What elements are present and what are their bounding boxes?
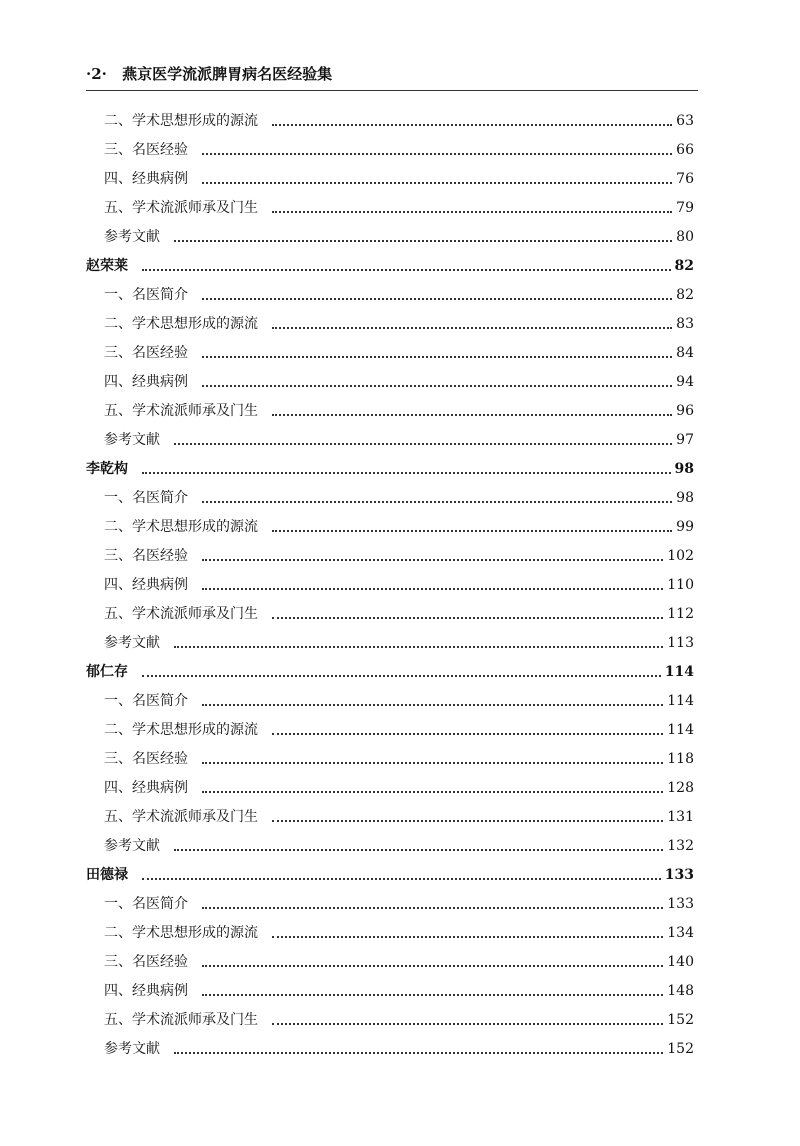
toc-entry-page-number: 82 — [676, 287, 694, 303]
dot-leader — [142, 878, 661, 880]
toc-entry-title: 赵荣莱 — [86, 258, 128, 274]
dot-leader — [202, 994, 663, 996]
dot-leader — [272, 124, 672, 126]
toc-entry-page-number: 133 — [664, 867, 694, 883]
dot-leader — [174, 240, 672, 242]
toc-entry-title: 郁仁存 — [86, 664, 128, 680]
toc-section-entry[interactable] — [86, 542, 694, 571]
toc-entry-page-number: 140 — [667, 954, 694, 970]
dot-leader — [202, 762, 663, 764]
toc-section-entry[interactable] — [86, 571, 694, 600]
toc-entry-page-number: 152 — [667, 1012, 694, 1028]
toc-entry-page-number: 114 — [667, 722, 694, 738]
toc-entry-title: 四、经典病例 — [104, 374, 188, 390]
header-rule — [86, 90, 698, 91]
dot-leader — [174, 849, 663, 851]
toc-entry-page-number: 99 — [676, 519, 694, 535]
dot-leader — [202, 385, 672, 387]
toc-entry-title: 二、学术思想形成的源流 — [104, 925, 258, 941]
dot-leader — [202, 356, 672, 358]
toc-entry-page-number: 131 — [667, 809, 694, 825]
toc-entry-title: 一、名医简介 — [104, 693, 188, 709]
toc-entry-page-number: 110 — [667, 577, 694, 593]
toc-entry-page-number: 66 — [676, 142, 694, 158]
toc-chapter-entry[interactable] — [86, 658, 694, 687]
header-book-title: 燕京医学流派脾胃病名医经验集 — [122, 65, 333, 83]
toc-section-entry[interactable] — [86, 948, 694, 977]
toc-section-entry[interactable] — [86, 745, 694, 774]
toc-entry-page-number: 118 — [667, 751, 694, 767]
dot-leader — [272, 617, 663, 619]
toc-section-entry[interactable] — [86, 1035, 694, 1064]
toc-entry-page-number: 112 — [667, 606, 694, 622]
toc-entry-page-number: 79 — [676, 200, 694, 216]
toc-entry-page-number: 152 — [667, 1041, 694, 1057]
dot-leader — [202, 704, 663, 706]
toc-entry-page-number: 98 — [676, 490, 694, 506]
toc-entry-title: 四、经典病例 — [104, 577, 188, 593]
dot-leader — [142, 675, 661, 677]
toc-entry-title: 二、学术思想形成的源流 — [104, 722, 258, 738]
toc-entry-title: 参考文献 — [104, 838, 160, 854]
toc-entry-title: 李乾构 — [86, 461, 128, 477]
toc-entry-page-number: 114 — [667, 693, 694, 709]
toc-entry-title: 二、学术思想形成的源流 — [104, 519, 258, 535]
toc-section-entry[interactable] — [86, 310, 694, 339]
toc-entry-title: 五、学术流派师承及门生 — [104, 606, 258, 622]
toc-entry-title: 五、学术流派师承及门生 — [104, 1012, 258, 1028]
toc-entry-title: 参考文献 — [104, 635, 160, 651]
toc-section-entry[interactable] — [86, 397, 694, 426]
toc-entry-title: 五、学术流派师承及门生 — [104, 403, 258, 419]
dot-leader — [174, 1052, 663, 1054]
toc-section-entry[interactable] — [86, 919, 694, 948]
toc-entry-page-number: 63 — [676, 113, 694, 129]
toc-entry-title: 二、学术思想形成的源流 — [104, 316, 258, 332]
toc-entry-title: 五、学术流派师承及门生 — [104, 200, 258, 216]
dot-leader — [202, 298, 672, 300]
dot-leader — [142, 269, 671, 271]
toc-section-entry[interactable] — [86, 1006, 694, 1035]
dot-leader — [272, 414, 672, 416]
dot-leader — [202, 559, 663, 561]
dot-leader — [202, 153, 672, 155]
toc-entry-title: 三、名医经验 — [104, 954, 188, 970]
dot-leader — [142, 472, 671, 474]
toc-entry-title: 一、名医简介 — [104, 287, 188, 303]
toc-section-entry[interactable] — [86, 600, 694, 629]
toc-section-entry[interactable] — [86, 687, 694, 716]
toc-section-entry[interactable] — [86, 339, 694, 368]
dot-leader — [272, 936, 663, 938]
toc-entry-title: 二、学术思想形成的源流 — [104, 113, 258, 129]
toc-entry-title: 五、学术流派师承及门生 — [104, 809, 258, 825]
toc-entry-title: 四、经典病例 — [104, 780, 188, 796]
toc-section-entry[interactable] — [86, 977, 694, 1006]
toc-section-entry[interactable] — [86, 513, 694, 542]
toc-section-entry[interactable] — [86, 426, 694, 455]
toc-entry-page-number: 76 — [676, 171, 694, 187]
toc-entry-title: 三、名医经验 — [104, 548, 188, 564]
toc-entry-title: 一、名医简介 — [104, 896, 188, 912]
toc-entry-page-number: 134 — [667, 925, 694, 941]
toc-chapter-entry[interactable] — [86, 455, 694, 484]
toc-section-entry[interactable] — [86, 136, 694, 165]
dot-leader — [272, 530, 672, 532]
toc-entry-page-number: 132 — [667, 838, 694, 854]
dot-leader — [202, 588, 663, 590]
toc-entry-page-number: 148 — [667, 983, 694, 999]
toc-entry-title: 一、名医简介 — [104, 490, 188, 506]
toc-entry-page-number: 133 — [667, 896, 694, 912]
toc-entry-page-number: 114 — [664, 664, 694, 680]
toc-section-entry[interactable] — [86, 194, 694, 223]
toc-entry-title: 田德禄 — [86, 867, 128, 883]
toc-entry-page-number: 94 — [676, 374, 694, 390]
toc-entry-page-number: 84 — [676, 345, 694, 361]
toc-entry-title: 四、经典病例 — [104, 171, 188, 187]
toc-entry-page-number: 98 — [674, 461, 694, 477]
toc-entry-title: 三、名医经验 — [104, 142, 188, 158]
toc-section-entry[interactable] — [86, 368, 694, 397]
toc-section-entry[interactable] — [86, 223, 694, 252]
toc-chapter-entry[interactable] — [86, 252, 694, 281]
toc-section-entry[interactable] — [86, 484, 694, 513]
toc-entry-page-number: 102 — [667, 548, 694, 564]
toc-entry-page-number: 113 — [667, 635, 694, 651]
toc-section-entry[interactable] — [86, 281, 694, 310]
toc-section-entry[interactable] — [86, 890, 694, 919]
toc-section-entry[interactable] — [86, 165, 694, 194]
toc-entry-page-number: 96 — [676, 403, 694, 419]
toc-entry-page-number: 83 — [676, 316, 694, 332]
toc-section-entry[interactable] — [86, 107, 694, 136]
toc-entry-page-number: 97 — [676, 432, 694, 448]
dot-leader — [272, 1023, 663, 1025]
dot-leader — [272, 211, 672, 213]
toc-entry-title: 三、名医经验 — [104, 751, 188, 767]
dot-leader — [272, 733, 663, 735]
dot-leader — [174, 443, 672, 445]
toc-section-entry[interactable] — [86, 716, 694, 745]
toc-entry-title: 参考文献 — [104, 1041, 160, 1057]
header-page-number: ·2· — [86, 65, 107, 83]
toc-entry-title: 三、名医经验 — [104, 345, 188, 361]
dot-leader — [202, 501, 672, 503]
toc-entry-title: 四、经典病例 — [104, 983, 188, 999]
dot-leader — [272, 327, 672, 329]
toc-entry-page-number: 128 — [667, 780, 694, 796]
toc-section-entry[interactable] — [86, 774, 694, 803]
toc-entry-page-number: 80 — [676, 229, 694, 245]
dot-leader — [202, 907, 663, 909]
dot-leader — [202, 791, 663, 793]
dot-leader — [272, 820, 663, 822]
dot-leader — [202, 965, 663, 967]
dot-leader — [202, 182, 672, 184]
toc-chapter-entry[interactable] — [86, 861, 694, 890]
toc-entry-page-number: 82 — [674, 258, 694, 274]
table-of-contents — [86, 107, 694, 1064]
toc-section-entry[interactable] — [86, 629, 694, 658]
toc-section-entry[interactable] — [86, 803, 694, 832]
toc-entry-title: 参考文献 — [104, 432, 160, 448]
running-header — [86, 62, 698, 86]
dot-leader — [174, 646, 663, 648]
toc-entry-title: 参考文献 — [104, 229, 160, 245]
toc-section-entry[interactable] — [86, 832, 694, 861]
